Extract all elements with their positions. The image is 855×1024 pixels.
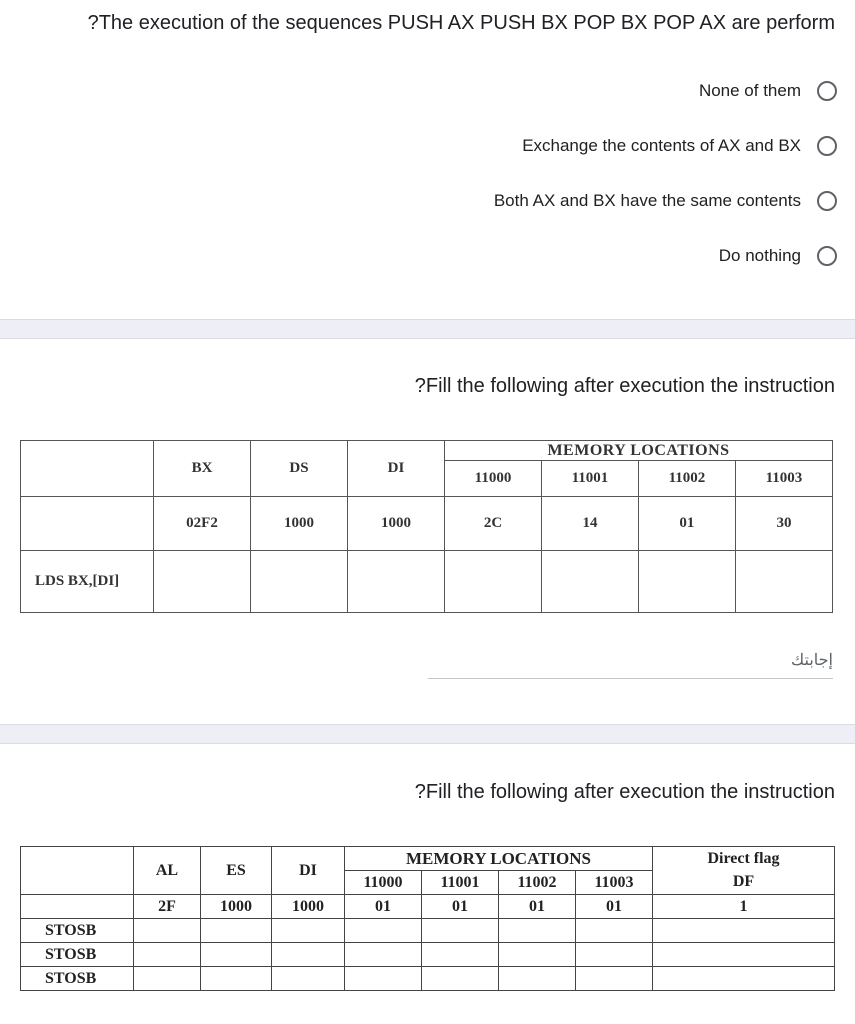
table-value: 01 — [499, 895, 576, 919]
table-value: 1000 — [251, 497, 348, 551]
table-cell — [735, 551, 832, 613]
table-cell — [201, 919, 272, 943]
table-cell — [21, 847, 134, 895]
question-2-image-table — [20, 440, 833, 613]
option-do-nothing[interactable] — [719, 242, 837, 270]
table-value: 1000 — [272, 895, 345, 919]
table-cell — [422, 919, 499, 943]
table-header-bx: BX — [154, 441, 251, 497]
instruction-label: STOSB — [21, 919, 134, 943]
option-same-contents[interactable] — [494, 187, 837, 215]
table-cell — [134, 943, 201, 967]
table-cell — [345, 943, 422, 967]
table-cell — [21, 895, 134, 919]
table-value: 14 — [541, 497, 638, 551]
table-cell — [272, 943, 345, 967]
radio-button-icon[interactable] — [817, 191, 837, 211]
table-cell — [653, 967, 835, 991]
table-cell — [134, 919, 201, 943]
table-cell — [21, 441, 154, 497]
question-1-title: ?The execution of the sequences PUSH AX PUSH BX POP BX POP AX are perform — [87, 12, 835, 34]
table-cell — [154, 551, 251, 613]
table-value: 2F — [134, 895, 201, 919]
df-subheader: DF — [653, 871, 835, 895]
table-cell — [576, 967, 653, 991]
table-cell — [272, 919, 345, 943]
answer-input-placeholder[interactable]: إجابتك — [791, 652, 833, 669]
memory-address: 11002 — [638, 461, 735, 497]
memory-address: 11003 — [576, 871, 653, 895]
instruction-label: STOSB — [21, 943, 134, 967]
table-value: 02F2 — [154, 497, 251, 551]
table-cell — [422, 943, 499, 967]
option-label: None of them — [698, 81, 801, 100]
table-header-al: AL — [134, 847, 201, 895]
memory-address: 11000 — [445, 461, 542, 497]
option-exchange-contents[interactable] — [522, 132, 837, 160]
table-cell — [638, 551, 735, 613]
table-cell — [345, 967, 422, 991]
memory-address: 11003 — [735, 461, 832, 497]
table-cell — [422, 967, 499, 991]
table-value: 1 — [653, 895, 835, 919]
table-cell — [541, 551, 638, 613]
instruction-label: STOSB — [21, 967, 134, 991]
option-label: Both AX and BX have the same contents — [493, 191, 801, 210]
instruction-label: LDS BX,[DI] — [21, 551, 154, 613]
option-label: Exchange the contents of AX and BX — [522, 136, 801, 155]
radio-button-icon[interactable] — [817, 81, 837, 101]
table-header-es: ES — [201, 847, 272, 895]
memory-address: 11000 — [345, 871, 422, 895]
table-header-di: DI — [272, 847, 345, 895]
table-header-ds: DS — [251, 441, 348, 497]
table-cell — [201, 967, 272, 991]
table-value: 01 — [345, 895, 422, 919]
memory-address: 11001 — [422, 871, 499, 895]
table-header-di: DI — [348, 441, 445, 497]
answer-input-underline[interactable] — [428, 678, 833, 679]
table-value: 01 — [576, 895, 653, 919]
question-3-image-table — [20, 846, 835, 991]
table-cell — [576, 943, 653, 967]
section-divider — [0, 319, 855, 339]
memory-address: 11002 — [499, 871, 576, 895]
table-value: 01 — [422, 895, 499, 919]
table-cell — [134, 967, 201, 991]
radio-button-icon[interactable] — [817, 246, 837, 266]
table-value: 1000 — [348, 497, 445, 551]
table-cell — [348, 551, 445, 613]
question-2-title: ?Fill the following after execution the instruction — [414, 375, 835, 397]
radio-button-icon[interactable] — [817, 136, 837, 156]
table-value: 1000 — [201, 895, 272, 919]
table-cell — [499, 919, 576, 943]
table-cell — [576, 919, 653, 943]
table-cell — [445, 551, 542, 613]
memory-locations-header: MEMORY LOCATIONS — [345, 847, 653, 871]
table-value: 30 — [735, 497, 832, 551]
table-cell — [21, 497, 154, 551]
table-value: 2C — [445, 497, 542, 551]
question-3-title: ?Fill the following after execution the instruction — [414, 781, 835, 803]
table-cell — [345, 919, 422, 943]
memory-address: 11001 — [541, 461, 638, 497]
table-cell — [653, 919, 835, 943]
table-value: 01 — [638, 497, 735, 551]
option-none-of-them[interactable] — [699, 77, 837, 105]
table-cell — [251, 551, 348, 613]
table-cell — [499, 967, 576, 991]
memory-locations-header: MEMORY LOCATIONS — [445, 441, 833, 461]
direct-flag-header: Direct flag — [653, 847, 835, 871]
table-cell — [653, 943, 835, 967]
table-cell — [201, 943, 272, 967]
table-cell — [499, 943, 576, 967]
section-divider — [0, 724, 855, 744]
table-cell — [272, 967, 345, 991]
option-label: Do nothing — [718, 246, 801, 265]
